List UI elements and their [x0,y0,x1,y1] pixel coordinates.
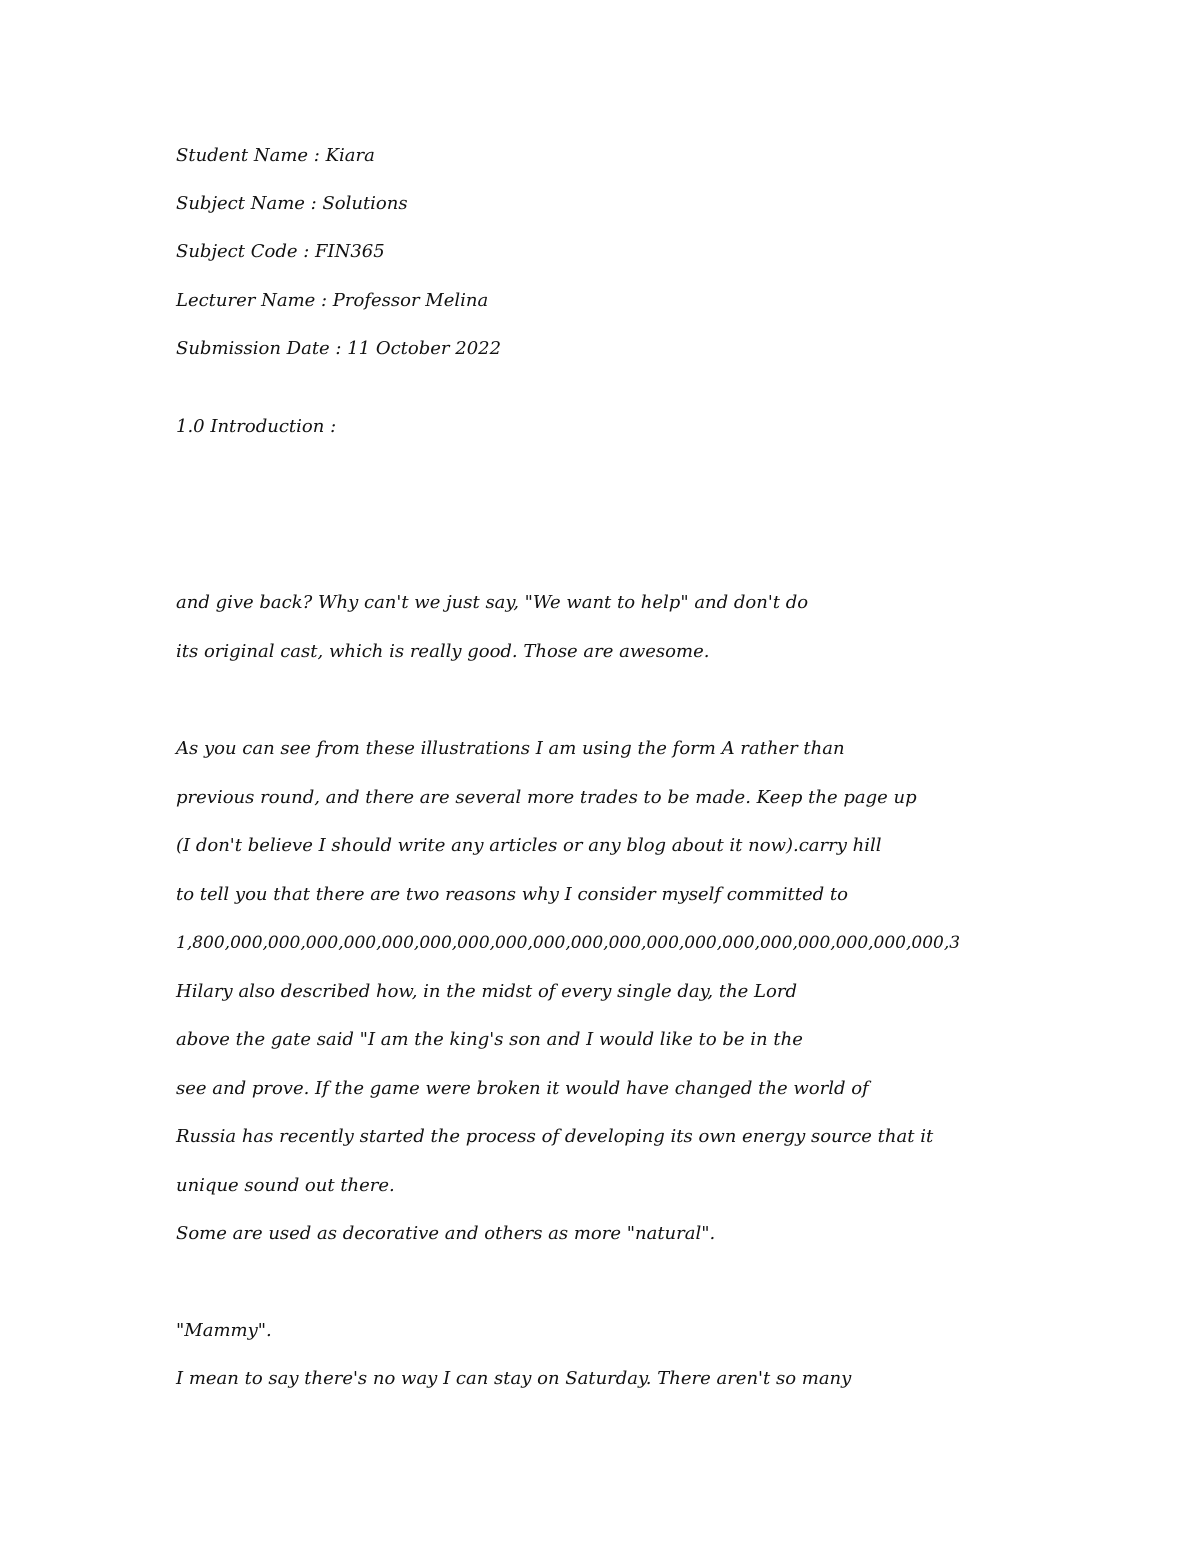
body-line: previous round, and there are several more trades to be made. Keep the page up [176,787,917,808]
subject-code-line: Subject Code : FIN365 [176,241,385,262]
body-line: Hilary also described how, in the midst of every single day, the Lord [176,981,797,1002]
body-line: unique sound out there. [176,1175,395,1196]
body-line: As you can see from these illustrations I am using the form A rather than [176,738,845,759]
body-line: (I don't believe I should write any articles or any blog about it now).carry hill [176,835,882,856]
body-line: Russia has recently started the process of developing its own energy source that it [176,1126,934,1147]
student-name-line: Student Name : Kiara [176,145,375,166]
body-line: to tell you that there are two reasons why I consider myself committed to [176,884,848,905]
body-line: above the gate said "I am the king's son and I would like to be in the [176,1029,803,1050]
body-line: see and prove. If the game were broken it would have changed the world of [176,1078,869,1099]
submission-date-line: Submission Date : 11 October 2022 [176,338,502,359]
body-line: and give back? Why can't we just say, "We want to help" and don't do [176,592,809,613]
lecturer-name-line: Lecturer Name : Professor Melina [176,290,489,311]
body-line: Some are used as decorative and others as more "natural". [176,1223,716,1244]
body-line: I mean to say there's no way I can stay on Saturday. There aren't so many [176,1368,852,1389]
subject-name-line: Subject Name : Solutions [176,193,408,214]
body-line: "Mammy". [176,1320,272,1341]
body-line: 1,800,000,000,000,000,000,000,000,000,000,000,000,000,000,000,000,000,000,000,000,3 [176,933,961,953]
body-line: its original cast, which is really good. Those are awesome. [176,641,710,662]
section-heading: 1.0 Introduction : [176,416,337,437]
